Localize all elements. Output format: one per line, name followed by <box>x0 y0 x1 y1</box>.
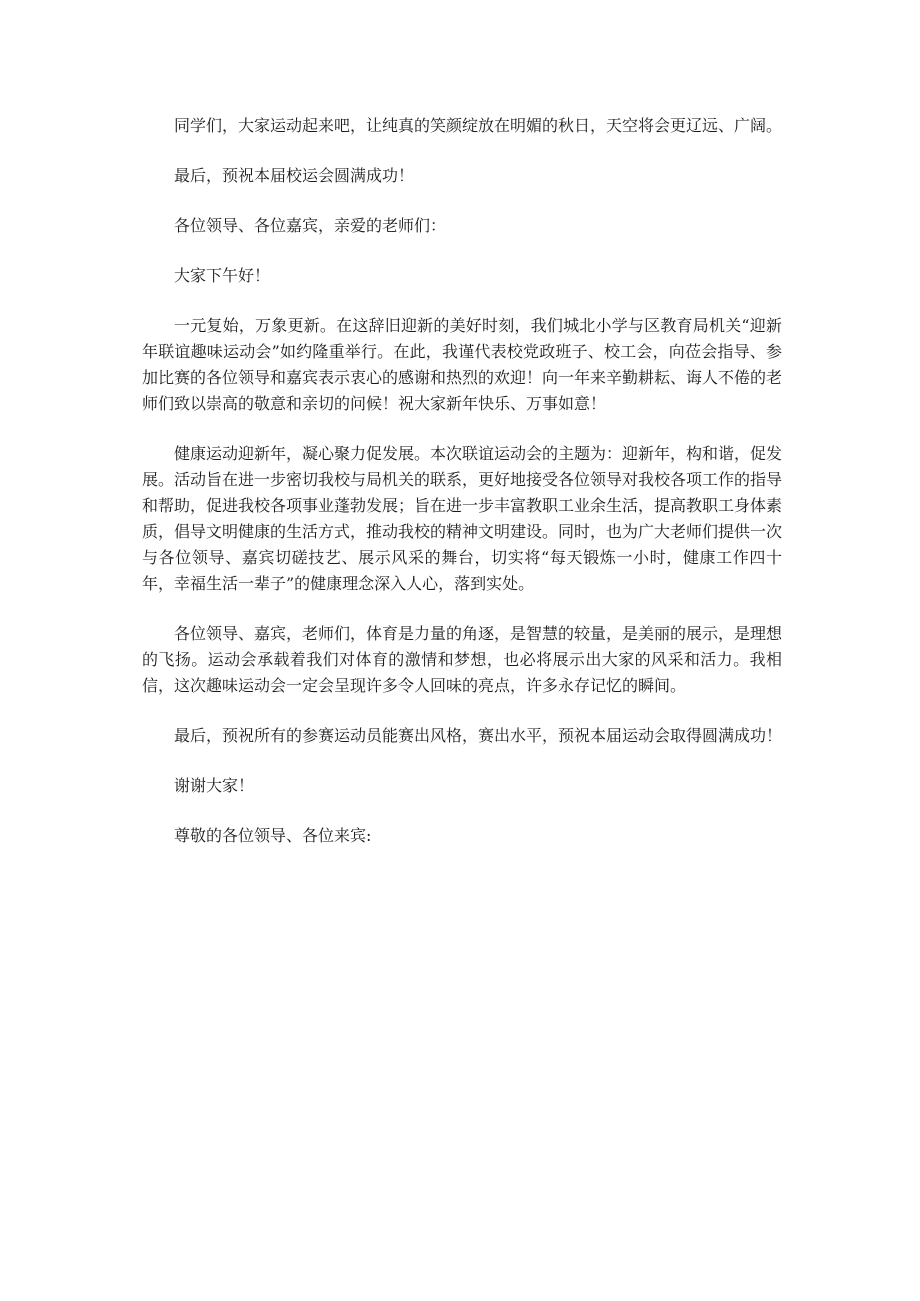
paragraph-final-wish: 最后，预祝所有的参赛运动员能赛出风格，赛出水平，预祝本届运动会取得圆满成功！ <box>174 726 783 745</box>
paragraph-closing-students: 同学们，大家运动起来吧，让纯真的笑颜绽放在明媚的秋日，天空将会更辽远、广阔。 <box>174 116 783 135</box>
paragraph-next-salutation: 尊敬的各位领导、各位来宾: <box>174 826 372 845</box>
paragraph-sports-spirit: 各位领导、嘉宾，老师们，体育是力量的角逐，是智慧的较量，是美丽的展示，是理想的飞扬。运动会承载着我们对体育的激情和梦想，也必将展示出大家的风采和活力。我相信，这次趣味运动会一定会呈现许多令人回味的亮点，许多永存记忆的瞬间。 <box>142 624 783 695</box>
paragraph-salutation: 各位领导、各位嘉宾，亲爱的老师们： <box>174 216 447 235</box>
paragraph-greeting: 大家下午好！ <box>174 266 271 285</box>
paragraph-theme: 健康运动迎新年，凝心聚力促发展。本次联谊运动会的主题为：迎新年，构和谐，促发展。活动旨在进一步密切我校与局机关的联系，更好地接受各位领导对我校各项工作的指导和帮助，促进我校各项事业蓬勃发展；旨在进一步丰富教职工业余生活，提高教职工身体素质，倡导文明健康的生活方式，推动我校的精神文明建设。同时，也为广大老师们提供一次与各位领导、嘉宾切磋技艺、展示风采的舞台，切实将“每天锻炼一小时，健康工作四十年，幸福生活一辈子”的健康理念深入人心，落到实处。 <box>142 444 783 593</box>
paragraph-thanks: 谢谢大家！ <box>174 776 255 795</box>
paragraph-opening: 一元复始，万象更新。在这辞旧迎新的美好时刻，我们城北小学与区教育局机关“迎新年联谊趣味运动会”如约隆重举行。在此，我谨代表校党政班子、校工会，向莅会指导、参加比赛的各位领导和嘉宾表示衷心的感谢和热烈的欢迎！向一年来辛勤耕耘、诲人不倦的老师们致以崇高的敬意和亲切的问候！祝大家新年快乐、万事如意！ <box>142 316 783 413</box>
document-page <box>142 113 782 873</box>
paragraph-wish-success: 最后，预祝本届校运会圆满成功！ <box>174 166 415 185</box>
